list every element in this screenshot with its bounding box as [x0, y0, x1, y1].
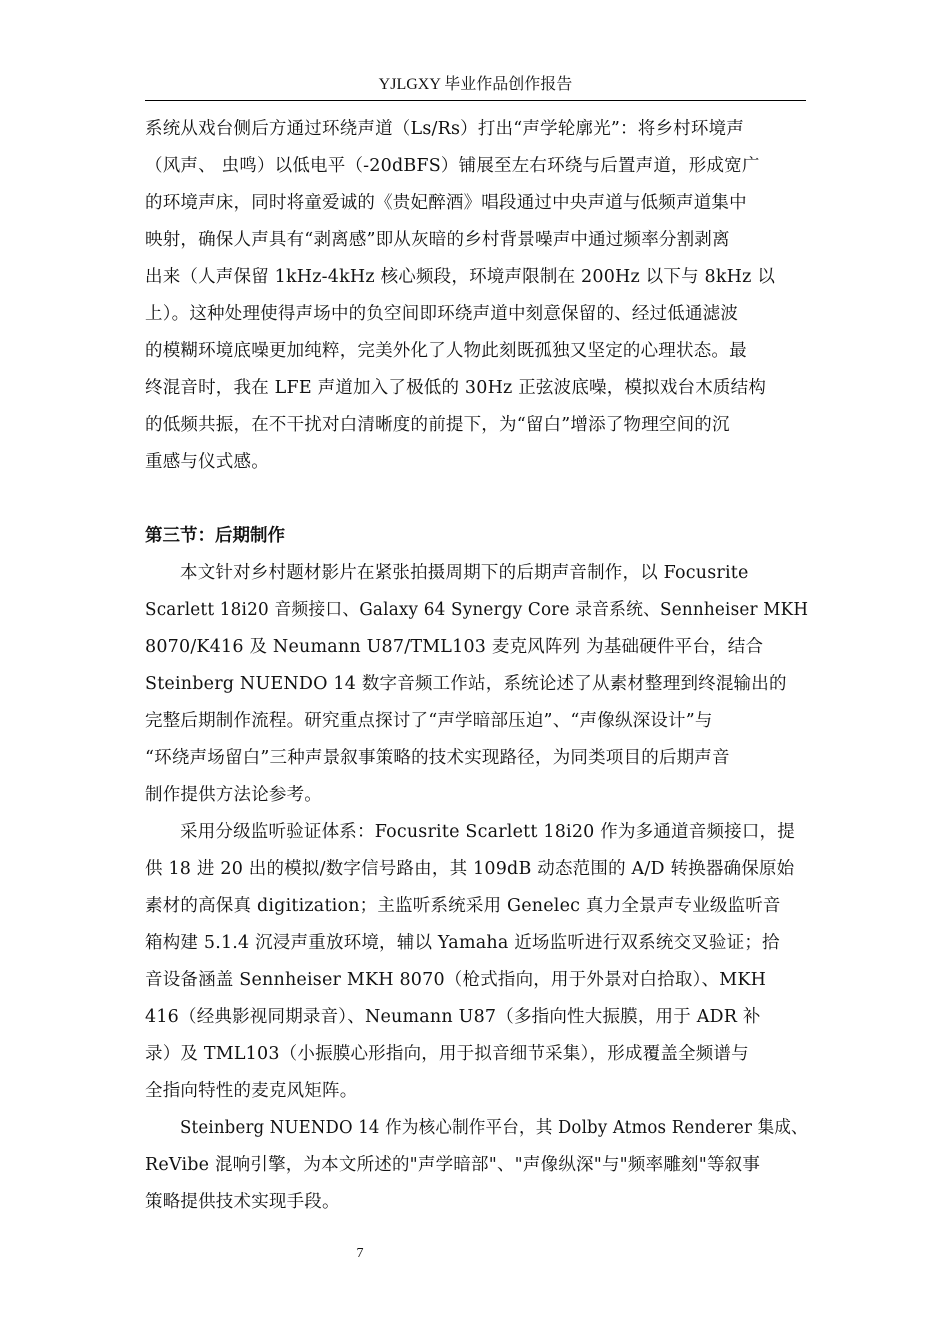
- text-line: Steinberg NUENDO 14 作为核心制作平台，其 Dolby Atmos Renderer 集成、: [180, 1118, 808, 1138]
- text-line: （风声、 虫鸣）以低电平（-20dBFS）铺展至左右环绕与后置声道，形成宽广: [145, 156, 760, 176]
- text-line: ReVibe 混响引擎，为本文所述的"声学暗部"、"声像纵深"与"频率雕刻"等叙事: [145, 1155, 761, 1175]
- text-line: “环绕声场留白”三种声景叙事策略的技术实现路径，为同类项目的后期声音: [145, 748, 730, 768]
- text-line: 终混音时，我在 LFE 声道加入了极低的 30Hz 正弦波底噪，模拟戏台木质结构: [145, 378, 767, 398]
- text-line: Steinberg NUENDO 14 数字音频工作站，系统论述了从素材整理到终混输出的: [145, 674, 787, 694]
- text-line: 的低频共振，在不干扰对白清晰度的前提下，为“留白”增添了物理空间的沉: [145, 415, 730, 435]
- header-divider: [145, 100, 806, 101]
- text-line: 全指向特性的麦克风矩阵。: [145, 1081, 358, 1101]
- text-line: 音设备涵盖 Sennheiser MKH 8070（枪式指向，用于外景对白拾取）、MKH: [145, 970, 767, 990]
- text-line: 的环境声床，同时将童爱诚的《贵妃醉酒》唱段通过中央声道与低频声道集中: [145, 193, 747, 213]
- text-line: 采用分级监听验证体系：Focusrite Scarlett 18i20 作为多通道音频接口，提: [180, 822, 795, 842]
- text-line: 策略提供技术实现手段。: [145, 1192, 340, 1212]
- text-line: 416（经典影视同期录音）、Neumann U87（多指向性大振膜，用于 ADR 补: [145, 1007, 761, 1027]
- text-line: 制作提供方法论参考。: [145, 785, 322, 805]
- text-line: 供 18 进 20 出的模拟/数字信号路由，其 109dB 动态范围的 A/D 转换器确保原始: [145, 859, 795, 879]
- text-line: 出来（人声保留 1kHz-4kHz 核心频段，环境声限制在 200Hz 以下与 8kHz 以: [145, 267, 776, 287]
- text-line: 本文针对乡村题材影片在紧张拍摄周期下的后期声音制作，以 Focusrite: [180, 563, 749, 583]
- text-line: 8070/K416 及 Neumann U87/TML103 麦克风阵列 为基础硬件平台，结合: [145, 637, 764, 657]
- header-title: YJLGXY 毕业作品创作报告: [378, 76, 573, 93]
- text-line: 映射，确保人声具有“剥离感”即从灰暗的乡村背景噪声中通过频率分割剥离: [145, 230, 730, 250]
- text-line: 完整后期制作流程。研究重点探讨了“声学暗部压迫”、“声像纵深设计”与: [145, 711, 713, 731]
- text-line: 上）。这种处理使得声场中的负空间即环绕声道中刻意保留的、经过低通滤波: [145, 304, 739, 324]
- page-number: 7: [356, 1246, 364, 1261]
- text-line: Scarlett 18i20 音频接口、Galaxy 64 Synergy Core 录音系统、Sennheiser MKH: [145, 600, 809, 620]
- section-heading: 第三节：后期制作: [145, 526, 285, 546]
- text-line: 的模糊环境底噪更加纯粹，完美外化了人物此刻既孤独又坚定的心理状态。最: [145, 341, 747, 361]
- text-line: 录）及 TML103（小振膜心形指向，用于拟音细节采集），形成覆盖全频谱与: [145, 1044, 749, 1064]
- text-line: 重感与仪式感。: [145, 452, 269, 472]
- text-line: 系统从戏台侧后方通过环绕声道（Ls/Rs）打出“声学轮廓光”：将乡村环境声: [145, 119, 744, 139]
- text-line: 箱构建 5.1.4 沉浸声重放环境，辅以 Yamaha 近场监听进行双系统交叉验证；拾: [145, 933, 780, 953]
- text-line: 素材的高保真 digitization；主监听系统采用 Genelec 真力全景声专业级监听音: [145, 896, 781, 916]
